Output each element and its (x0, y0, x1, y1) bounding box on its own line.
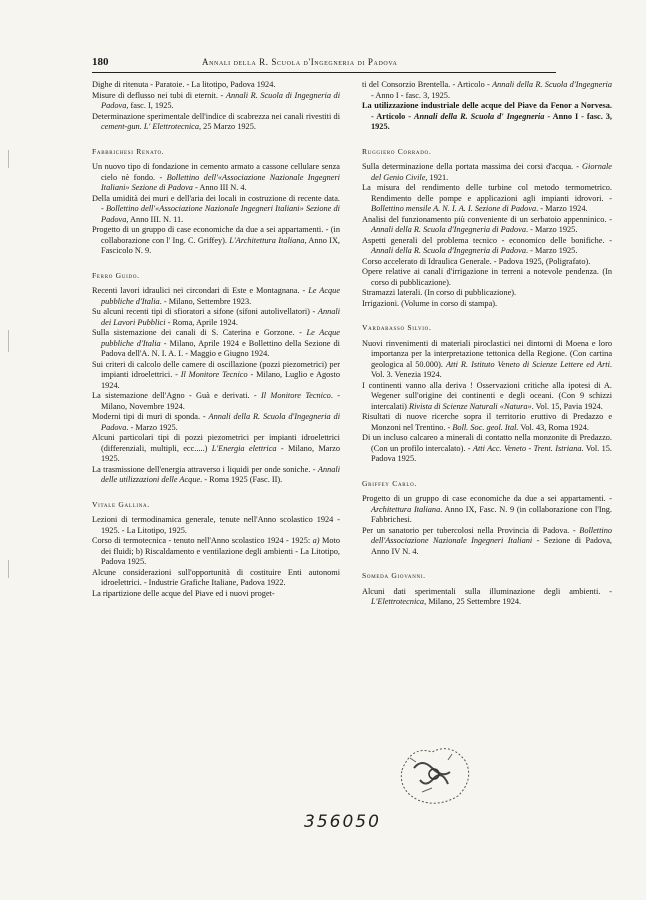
entry-text: Irrigazioni. (Volume in corso di stampa). (362, 298, 498, 308)
entry-text: Opere relative ai canali d'irrigazione in terreni a notevole pendenza. (In corso di pubblicazione). (362, 267, 612, 287)
entry-publication: Boll. Soc. geol. Ital. (452, 422, 519, 432)
entry-tail: . - Milano, Settembre 1923. (159, 296, 252, 306)
entry-publication: Annali dei Lavori Pubblici (101, 307, 340, 327)
continuation-entry (92, 91, 340, 112)
author-section (92, 500, 340, 600)
entry-text: Sui criteri di calcolo delle camere di oscillazione (pozzi piezometrici) per impianti idroelettrici. - (92, 359, 340, 379)
entry-text: Alcuni particolari tipi di pozzi piezometrici per impianti idroelettrici (differenziali, multipli, ecc.....) (92, 433, 340, 453)
author-section (92, 147, 340, 257)
entry-tail: , Milano, 25 Settembre 1924. (424, 597, 522, 606)
entry-publication: cement-gun. L' Elettrotecnica (101, 122, 200, 131)
section-gap (362, 465, 612, 479)
scan-margin-mark (8, 560, 9, 578)
continuation-entry (362, 101, 612, 133)
bibliography-entry (362, 267, 612, 288)
entry-tail: . - Marzo 1925. (526, 225, 578, 234)
entry-text: Risultati di nuove ricerche sopra il territorio eruttivo di Predazzo e Monzoni nel Trentino. - (362, 412, 612, 432)
bibliography-entry (362, 288, 612, 299)
entry-text: Su alcuni recenti tipi di sfioratori a sifone (sifoni autolivellatori) - (92, 307, 318, 316)
entry-tail: - Milano, Aprile 1924 e Bollettino della Sezione di Padova dell'A. N. I. A. I. - Maggio e Giugno 1924. (101, 338, 340, 358)
entry-text: Progetto di un gruppo di case economiche da due a sei appartamenti. - (362, 494, 612, 503)
entry-text: Per un sanatorio per tubercolosi nella Provincia di Padova. - (362, 525, 580, 535)
entry-text: Nuovi rinvenimenti di materiali piroclastici nei dintorni di Moena e loro importanza per la interpretazione tettonica della Regione. (Con cartina geologica al 50.000). (362, 338, 612, 369)
bibliography-entry (362, 162, 612, 183)
author-heading: Griffey Carlo. (362, 478, 417, 488)
author-heading: Vardabasso Silvio. (362, 323, 432, 332)
entry-tail: . - Milano, Novembre 1924. (101, 391, 340, 411)
bibliography-entry (92, 328, 340, 360)
bibliography-entry (92, 162, 340, 194)
author-section (92, 271, 340, 486)
entry-text: La sistemazione dell'Agno - Guà e derivati. - (92, 391, 262, 400)
entry-publication: Annali della R. Scuola d'Ingegneria di Padova (371, 246, 527, 255)
entry-text: Recenti lavori idraulici nei circondari di Este e Montagnana. - (92, 286, 309, 295)
section-gap (92, 257, 340, 271)
bibliography-entry (92, 225, 340, 257)
running-header (92, 56, 556, 73)
section-gap (362, 557, 612, 571)
library-stamp-icon (392, 740, 476, 810)
entry-text: Moderni tipi di muri di sponda. - (92, 412, 209, 421)
entry-publication: Giornale del Genio Civile (371, 162, 612, 182)
bibliography-entry (362, 299, 612, 310)
bibliography-entry (92, 286, 340, 307)
entry-publication: Architettura Italiana (371, 504, 441, 514)
bibliography-entry (362, 183, 612, 215)
section-gap (362, 309, 612, 323)
entry-tail: . Vol. 15. Padova 1925. (371, 443, 612, 463)
entry-tail: . - Marzo 1925. (126, 422, 178, 432)
author-section (362, 479, 612, 558)
entry-tail: . Vol. 15, Pavia 1924. (531, 401, 603, 411)
entry-publication: a) (312, 536, 320, 545)
entry-text: Alcune considerazioni sull'opportunità di costituire Enti autonomi idroelettrici. - Industrie Grafiche Italiane, Padova 1922. (92, 567, 340, 587)
entry-tail: - Milano, Luglio e Agosto 1924. (101, 370, 340, 390)
entry-text: I continenti vanno alla deriva ! Osservazioni critiche alla ipotesi di A. Wegener sull'origine dei continenti e degli oceani. (Con 9 schizzi intercalati) (362, 380, 612, 411)
bibliography-entry (92, 391, 340, 412)
entry-publication: Il Monitore Tecnico (180, 370, 248, 379)
entry-publication: Annali della R. Scuola d'Ingegneria (492, 80, 612, 89)
entry-text: Di un incluso calcareo a minerali di contatto nella monzonite di Predazzo. (Con un profilo intercalato). - (362, 433, 612, 453)
scan-margin-mark (8, 330, 9, 352)
entry-publication: L'Elettrotecnica (371, 597, 425, 606)
entry-tail: - Anno I - fasc. 3, 1925. (371, 90, 451, 100)
entry-publication: Annali R. Scuola di Ingegneria di Padova (101, 90, 341, 110)
entry-text: Misure di deflusso nei tubi di eternit. - (92, 90, 226, 100)
bibliography-entry (362, 433, 612, 465)
bibliography-entry (92, 515, 340, 536)
entry-text: Corso accelerato di Idraulica Generale. - Padova 1925, (Poligrafato). (362, 256, 591, 266)
entry-publication: Rivista di Scienze Naturali «Natura» (409, 401, 532, 411)
page-number: 180 (92, 56, 109, 68)
section-gap (92, 133, 340, 147)
author-heading: Vitale Gallina. (92, 499, 150, 509)
entry-tail: - Milano, Marzo 1925. (101, 443, 340, 463)
entry-publication: Bollettino dell'Associazione Nazionale Ingegneri Italiani (371, 525, 612, 545)
entry-text: Progetto di un gruppo di case economiche da due a sei appartamenti. - (in collaborazione con l' Ing. C. Griffey). (92, 225, 340, 245)
entry-text: Un nuovo tipo di fondazione in cemento armato a cassone cellulare senza cielo nè fondo. - (92, 162, 340, 182)
entry-tail: , 1921. (425, 172, 449, 182)
continuation-entry (362, 80, 612, 101)
author-section (362, 323, 612, 465)
entry-tail: - Sezione di Padova, Anno IV N. 4. (371, 536, 612, 556)
entry-text: La misura del rendimento delle turbine col metodo termometrico. Rendimento delle pompe e applicazioni agli impianti idrovori. - (362, 183, 612, 203)
scan-margin-mark (8, 150, 9, 168)
bibliography-entry (362, 257, 612, 268)
entry-text: Corso di termotecnica - tenuto nell'Anno scolastico 1924 - 1925: (92, 536, 313, 545)
entry-text: Sulla sistemazione dei canali di S. Caterina e Gorzone. - (92, 328, 307, 337)
entry-publication: Bollettino dell'«Associazione Nazionale Ingegneri Italiani» Sezione di Padova (101, 172, 340, 192)
bibliography-entry (362, 236, 612, 257)
author-section (362, 147, 612, 310)
entry-text: Stramazzi laterali. (In corso di pubblicazione). (362, 288, 517, 297)
entry-tail: - Anno III N. 4. (192, 183, 247, 192)
entry-publication: Le Acque pubbliche d'Italia (101, 286, 340, 306)
bibliography-entry (92, 412, 340, 433)
bibliography-entry (92, 194, 340, 226)
entry-text: Analisi del funzionamento più conveniente di un serbatoio appenninico. - (362, 214, 612, 224)
section-gap (362, 133, 612, 147)
entry-publication: Il Monitore Tecnico (261, 391, 331, 400)
left-column (92, 80, 340, 599)
entry-tail: . - Marzo 1925. (526, 246, 578, 255)
entry-text: Sulla determinazione della portata massima dei corsi d'acqua. - (362, 162, 583, 171)
bibliography-entry (92, 589, 340, 600)
entry-publication: Bollettino dell'«Associazione Nazionale Ingegneri Italiani» Sezione di Padova (101, 204, 340, 224)
entry-text: Lezioni di termodinamica generale, tenute nell'Anno scolastico 1924 - 1925. - La Litotipo, 1925. (92, 515, 340, 535)
bibliography-entry (362, 587, 612, 608)
entry-tail: Moto dei fluidi; b) Riscaldamento e ventilazione degli ambienti - La Litotipo, Padova 1925. (101, 536, 340, 566)
entry-publication: Atti R. Istituto Veneto di Scienze Lettere ed Arti (445, 359, 610, 369)
author-heading: Someda Giovanni. (362, 571, 426, 580)
entry-publication: L'Architettura Italiana (229, 235, 305, 245)
entry-tail: , fasc. I, 1925. (126, 101, 174, 110)
entry-tail: - Anno I - fasc. 3, 1925. (371, 111, 612, 131)
entry-text: Aspetti generali del problema tecnico - economico delle bonifiche. - (362, 235, 612, 245)
entry-text: Alcuni dati sperimentali sulla illuminazione degli ambienti. - (362, 586, 612, 596)
entry-tail: Vol. 43, Roma 1924. (518, 422, 589, 432)
section-gap (92, 486, 340, 500)
entry-tail: . Anno IX, Fasc. N. 9 (in collaborazione con l'Ing. Fabbrichesi. (371, 504, 612, 524)
bibliography-entry (362, 412, 612, 433)
entry-tail: . Vol. 3. Venezia 1924. (371, 359, 612, 379)
bibliography-entry (362, 526, 612, 558)
entry-tail: . - Marzo 1924. (536, 204, 588, 213)
entry-tail: , Anno IX, Fascicolo N. 9. (101, 235, 341, 255)
bibliography-entry (92, 433, 340, 465)
bibliography-entry (362, 494, 612, 526)
entry-tail: , Anno III. N. 11. (126, 214, 184, 224)
bibliography-entry (92, 536, 340, 568)
bibliography-entry (92, 568, 340, 589)
entry-publication: L'Energia elettrica (211, 443, 277, 453)
entry-publication: Annali della R. Scuola d' Ingegneria (414, 111, 545, 121)
entry-text: Dighe di ritenuta - Paratoie. - La litotipo, Padova 1924. (92, 80, 276, 89)
bibliography-entry (92, 307, 340, 328)
entry-text: ti del Consorzio Brentella. - Articolo - (362, 80, 493, 89)
bibliography-entry (362, 381, 612, 413)
author-heading: Ferro Guido. (92, 270, 140, 280)
bibliography-entry (92, 465, 340, 486)
bibliography-entry (362, 215, 612, 236)
entry-publication: Bollettino mensile A. N. I. A. I. Sezione di Padova (371, 204, 537, 213)
entry-text: La utilizzazione industriale delle acque del Piave da Fenor a Norvesa. - Articolo - (362, 101, 612, 121)
entry-publication: Annali delle utilizzazioni delle Acque (101, 464, 340, 484)
entry-text: Determinazione sperimentale dell'indice di scabrezza nei canali rivestiti di (92, 111, 340, 121)
entry-text: La trasmissione dell'energia attraverso i liquidi per onde soniche. - (92, 464, 318, 474)
author-section (362, 571, 612, 608)
entry-text: La ripartizione delle acque del Piave ed i nuovi proget- (92, 588, 275, 598)
continuation-entry (92, 80, 340, 91)
entry-tail: . - Roma 1925 (Fasc. II). (200, 475, 283, 484)
entry-text: Della umidità dei muri e dell'aria dei locali in costruzione di recente data. - (92, 193, 340, 213)
author-heading: Fabbrichesi Renato. (92, 146, 165, 156)
entry-publication: Annali della R. Scuola d'Ingegneria di Padova (101, 412, 341, 432)
entry-publication: Annali della R. Scuola d'Ingegneria di Padova (371, 225, 527, 234)
running-title: Annali della R. Scuola d'Ingegneria di Padova (202, 57, 398, 67)
bibliography-entry (92, 360, 340, 392)
continuation-entry (92, 112, 340, 133)
handwritten-number: 356050 (304, 812, 381, 832)
bibliography-entry (362, 339, 612, 381)
entry-tail: , 25 Marzo 1925. (199, 122, 256, 131)
entry-publication: Le Acque pubbliche d'Italia (101, 328, 340, 348)
author-heading: Ruggiero Corrado. (362, 146, 432, 156)
entry-tail: - Roma, Aprile 1924. (165, 317, 238, 327)
right-column (362, 80, 612, 608)
entry-publication: Atti Acc. Veneto - Trent. Istriana (472, 443, 582, 453)
